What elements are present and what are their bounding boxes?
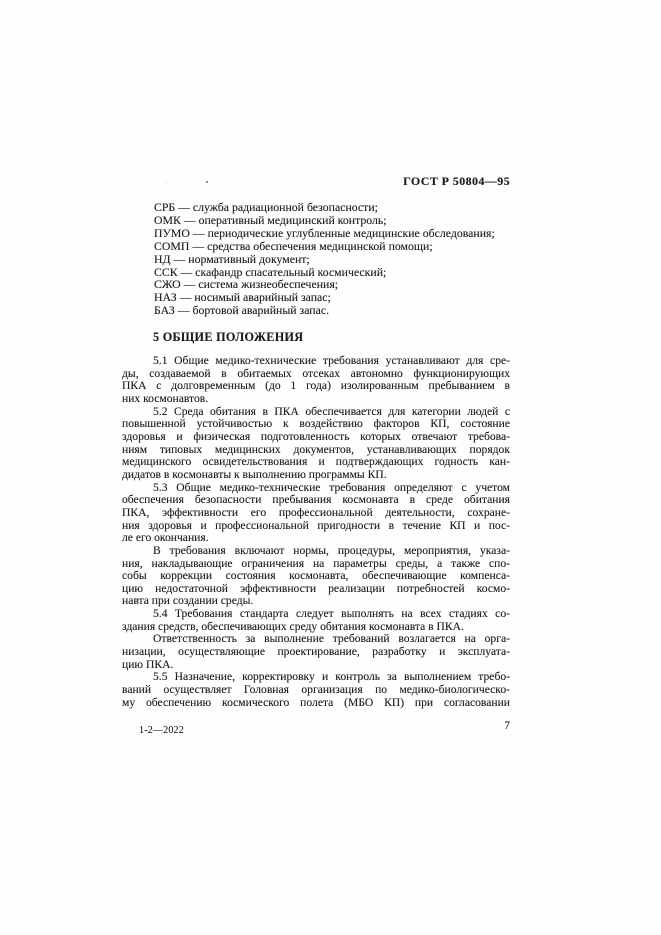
paragraph-line: Ответственность за выполнение требований возлагается на орга- [153,632,510,646]
print-signature-mark: 1-2—2022 [139,725,184,736]
paragraph-line: медицинского освидетельствования и подтверждающих годность кан- [122,455,510,469]
abbreviation-item: БАЗ — бортовой аварийный запас. [154,303,330,318]
paragraph-line: дидатов в космонавты к выполнению программы КП. [122,467,387,481]
abbreviation-item: СРБ — служба радиационной безопасности; [154,200,378,214]
paragraph-line: ПКА с долговременным (до 1 года) изолированным пребыванием в [122,379,510,393]
paragraph-line: здоровья и физическая подготовленность которых отвечают требова- [122,429,510,443]
paragraph-line: 5.3 Общие медико-технические требования определяют с учетом [153,480,510,494]
abbreviation-item: СОМП — средства обеспечения медицинской помощи; [154,238,433,253]
abbreviation-item: ССК — скафандр спасательный космический; [154,264,387,279]
abbreviation-item: НД — нормативный документ; [154,251,310,266]
paragraph-line: цию ПКА. [122,657,174,671]
paragraph-line: 5.4 Требования стандарта следует выполнять на всех стадиях со- [153,607,510,621]
abbreviation-item: ОМК — оперативный медицинский контроль; [154,212,387,227]
section-body [122,355,510,709]
abbreviation-item: СЖО — система жизнеобеспечения; [154,277,339,292]
paragraph-line: обеспечения безопасности пребывания космонавта в среде обитания [122,493,510,507]
paragraph-line: здания средств, обеспечивающих среду обитания космонавта в ПКА. [122,619,464,633]
paragraph-line: повышенной устойчивостью к воздействию факторов КП, состояние [122,417,510,431]
abbreviation-item: ПУМО — периодические углубленные медицинские обследования; [154,225,495,240]
paragraph-line: 5.2 Среда обитания в ПКА обеспечивается для категории людей с [153,404,510,418]
paragraph-line: ния, накладывающие ограничения на параметры среды, а также спо- [122,556,510,570]
paragraph-line: ниям типовых медицинских документов, устанавливающих порядок [122,442,510,456]
document-code-header: ГОСТ Р 50804—95 [403,174,510,188]
paragraph-line: 5.1 Общие медико-технические требования устанавливают для сре- [153,354,510,367]
paragraph-line: 5.5 Назначение, корректировку и контроль за выполнением требо- [153,670,510,684]
paragraph-line: В требования включают нормы, процедуры, мероприятия, указа- [153,543,510,557]
paragraph-line: ния здоровья и профессиональной пригодности в течение КП и пос- [122,518,510,532]
paragraph-line: низации, осуществляющие проектирование, разработку и эксплуата- [122,645,510,659]
paragraph-line: му обеспечению космического полета (МБО КП) при согласовании [122,695,510,709]
paragraph-line: ПКА, эффективности его профессиональной деятельности, сохране- [122,505,510,519]
section-heading: 5 ОБЩИЕ ПОЛОЖЕНИЯ [153,330,304,344]
paragraph-line: ле его окончания. [122,531,209,545]
paragraph-line: собы коррекции состояния космонавта, обеспечивающие компенса- [122,569,510,583]
paragraph-line: цию недостаточной эффективности реализации потребностей космо- [122,581,510,595]
page-number: 7 [504,720,510,732]
abbreviation-list [122,201,542,317]
paragraph-line: ваний осуществляет Головная организация по медико-биологическо- [122,683,510,697]
paragraph-line: ды, создаваемой в обитаемых отсеках автономно функционирующих [122,366,510,380]
paragraph-line: навта при создании среды. [122,594,254,608]
paragraph-line: них космонавтов. [122,391,209,405]
abbreviation-item: НАЗ — носимый аварийный запас; [154,290,331,305]
